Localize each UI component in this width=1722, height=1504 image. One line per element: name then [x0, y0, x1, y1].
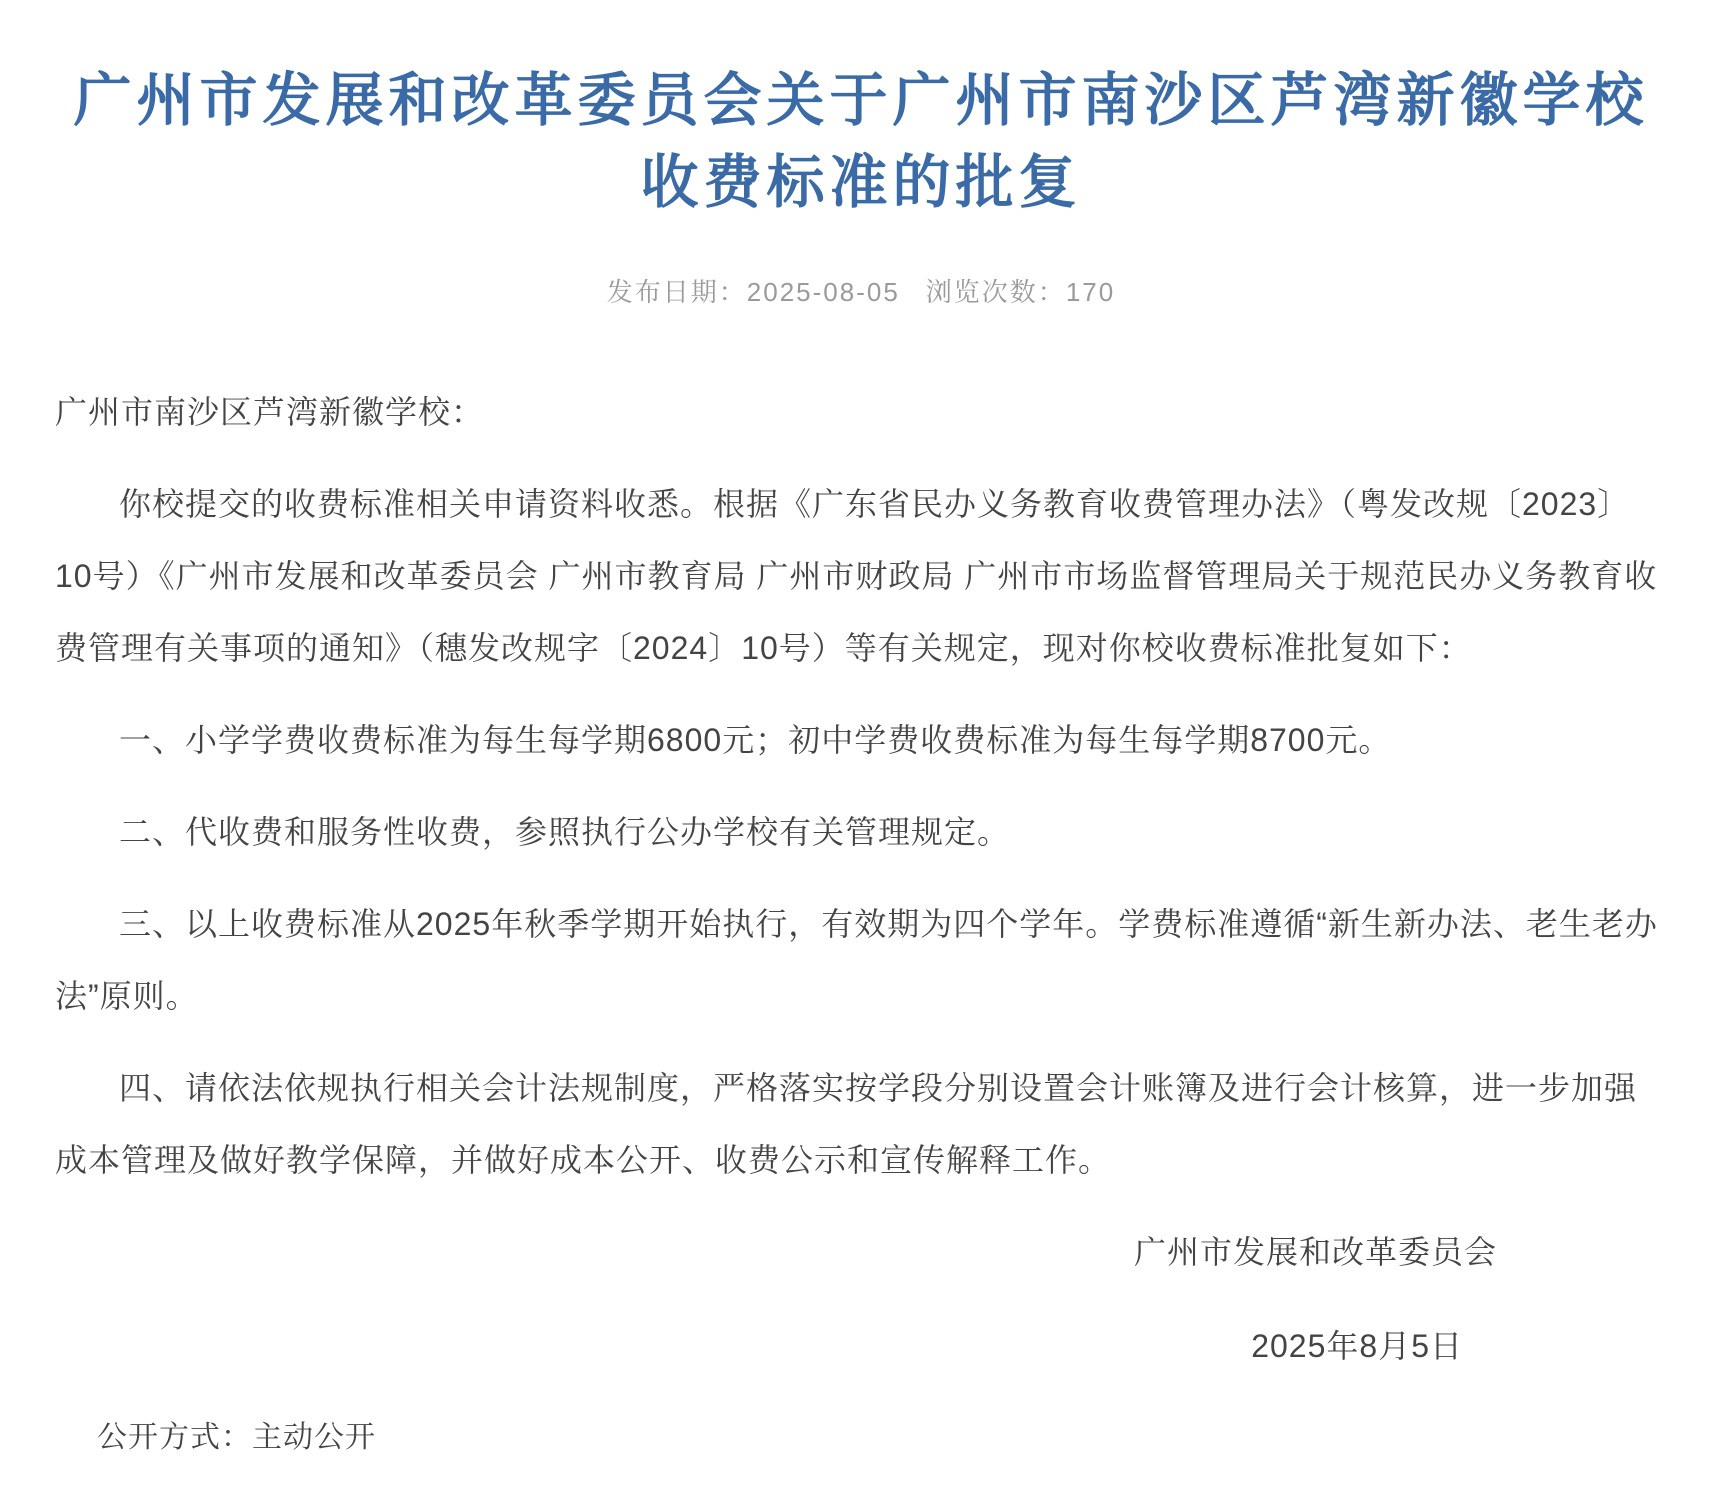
views-label: 浏览次数： [925, 277, 1066, 307]
paragraph-intro: 你校提交的收费标准相关申请资料收悉。根据《广东省民办义务教育收费管理办法》（粤发改规〔2023〕10号）《广州市发展和改革委员会 广州市教育局 广州市财政局 广州市市场监督管理局关于规范民办义务教育收费管理有关事项的通知》（穗发改规字〔2024〕10号）等有关规定，现对你校收费标准批复如下： [55, 486, 1658, 666]
meta-line [55, 272, 1667, 312]
page-title: 广州市发展和改革委员会关于广州市南沙区芦湾新徽学校收费标准的批复 [73, 68, 1649, 215]
paragraph-item-3: 三、以上收费标准从2025年秋季学期开始执行，有效期为四个学年。学费标准遵循“新生新办法、老生老办法”原则。 [55, 906, 1658, 1014]
disclosure-method: 公开方式：主动公开 [97, 1421, 376, 1454]
issuer-signature: 广州市发展和改革委员会 [1133, 1234, 1497, 1270]
salutation-line: 广州市南沙区芦湾新徽学校： [55, 394, 485, 430]
issue-date: 2025年8月5日 [1251, 1328, 1463, 1364]
views-value: 170 [1065, 277, 1116, 307]
publish-date-value: 2025-08-05 [746, 277, 900, 307]
paragraph-item-4: 四、请依法依规执行相关会计法规制度，严格落实按学段分别设置会计账簿及进行会计核算，进一步加强成本管理及做好教学保障，并做好成本公开、收费公示和宣传解释工作。 [55, 1070, 1638, 1178]
paragraph-item-2: 二、代收费和服务性收费，参照执行公办学校有关管理规定。 [119, 814, 1011, 850]
paragraph-item-1: 一、小学学费收费标准为每生每学期6800元；初中学费收费标准为每生每学期8700元。 [119, 722, 1392, 758]
publish-date-label: 发布日期： [606, 277, 747, 307]
document-body [55, 376, 1667, 1474]
